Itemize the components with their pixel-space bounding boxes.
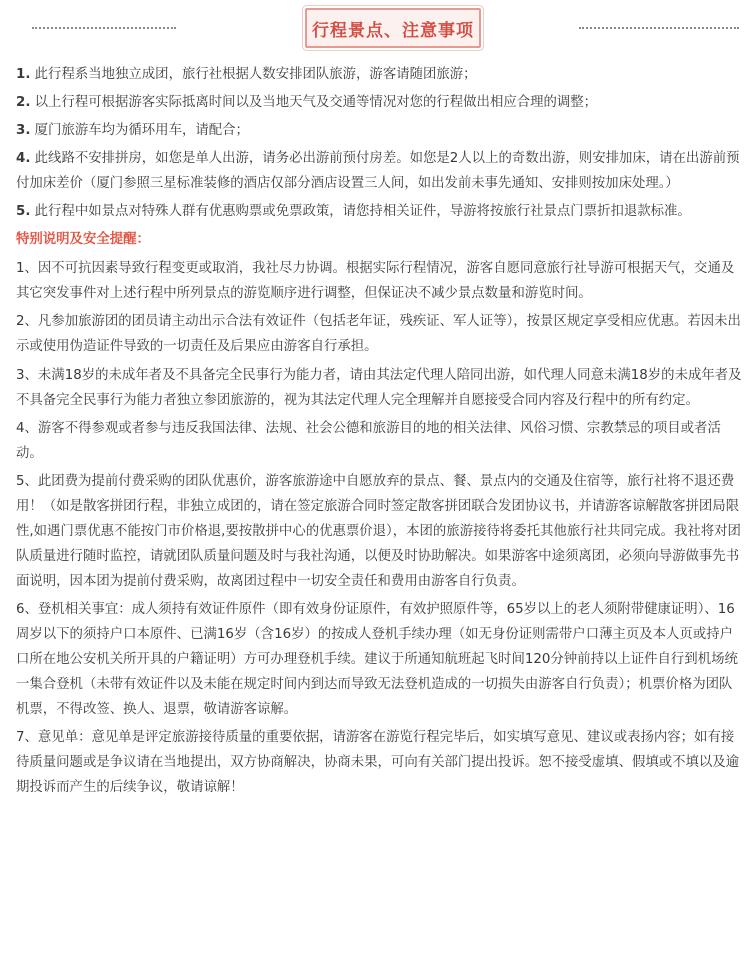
- note-item-2: [16, 90, 743, 115]
- note-number: 4.: [16, 151, 31, 166]
- note-text: 此线路不安排拼房，如您是单人出游，请务必出游前预付房差。如您是2人以上的奇数出游，则安排加床，请在出游前预付加床差价（厦门参照三星标准装修的酒店仅部分酒店设置三人间，如出发前未事先通知、安排则按加床处理。）: [16, 151, 740, 191]
- special-item-2: 2、凡参加旅游团的团员请主动出示合法有效证件（包括老年证，残疾证、军人证等），按景区规定享受相应优惠。若因未出示或使用伪造证件导致的一切责任及后果应由游客自行承担。: [16, 314, 741, 354]
- note-text: 此行程中如景点对特殊人群有优惠购票或免票政策，请您持相关证件，导游将按旅行社景点门票折扣退款标准。: [30, 204, 691, 219]
- dotted-rule-left: [32, 27, 176, 29]
- note-number: 2.: [16, 95, 31, 110]
- note-item-5: [16, 199, 743, 224]
- section-title: 行程景点、注意事项: [312, 20, 474, 41]
- title-box: [305, 8, 481, 48]
- special-item-5: 5、此团费为提前付费采购的团队优惠价，游客旅游途中自愿放弃的景点、餐、景点内的交通及住宿等，旅行社将不退还费用！（如是散客拼团行程，非独立成团的，请在签定旅游合同时签定散客拼团联合发团协议书，并请游客谅解散客拼团局限性,如遇门票优惠不能按门市价格退,要按散拼中心的优惠票价退），本团的旅游接待将委托其他旅行社共同完成。我社将对团队质量进行随时监控，请就团队质量问题及时与我社沟通，以便及时协助解决。如果游客中途须离团，必须向导游做事先书面说明，因本团为提前付费采购，故离团过程中一切安全责任和费用由游客自行负责。: [16, 474, 741, 589]
- note-number: 1.: [16, 67, 31, 82]
- note-item-3: [16, 118, 743, 143]
- special-item-7: 7、意见单：意见单是评定旅游接待质量的重要依据，请游客在游览行程完毕后，如实填写意见、建议或表扬内容；如有接待质量问题或是争议请在当地提出，双方协商解决，协商未果，可向有关部门提出投诉。恕不接受虚填、假填或不填以及逾期投诉而产生的后续争议，敬请谅解！: [16, 730, 740, 795]
- note-item-1: [16, 62, 743, 87]
- notes-content: [16, 62, 743, 800]
- section-header: [16, 0, 743, 62]
- note-text: 以上行程可根据游客实际抵离时间以及当地天气及交通等情况对您的行程做出相应合理的调整；: [30, 95, 598, 110]
- special-item-6: 6、登机相关事宜：成人须持有效证件原件（即有效身份证原件，有效护照原件等，65岁以上的老人须附带健康证明）、16周岁以下的须持户口本原件、已满16岁（含16岁）的按成人登机手续办理（如无身份证则需带户口薄主页及本人页或持户口所在地公安机关所开具的户籍证明）方可办理登机手续。建议于所通知航班起飞时间120分钟前持以上证件自行到机场统一集合登机（未带有效证件以及未能在规定时间内到达而导致无法登机造成的一切损失由游客自行负责）；机票价格为团队机票，不得改签、换人、退票，敬请游客谅解。: [16, 602, 738, 717]
- note-text: 厦门旅游车均为循环用车，请配合；: [30, 123, 249, 138]
- note-number: 5.: [16, 204, 31, 219]
- special-item-3: 3、未满18岁的未成年者及不具备完全民事行为能力者，请由其法定代理人陪同出游，如代理人同意未满18岁的未成年者及不具备完全民事行为能力者独立参团旅游的，视为其法定代理人完全理解并自愿接受合同内容及行程中的所有约定。: [16, 368, 742, 408]
- note-item-4: [16, 146, 743, 196]
- special-item-1: 1、因不可抗因素导致行程变更或取消，我社尽力协调。根据实际行程情况，游客自愿同意旅行社导游可根据天气，交通及其它突发事件对上述行程中所列景点的游览顺序进行调整，但保证决不减少景点数量和游览时间。: [16, 261, 735, 301]
- note-number: 3.: [16, 123, 31, 138]
- special-heading: 特别说明及安全提醒：: [16, 232, 150, 247]
- dotted-rule-right: [579, 27, 739, 29]
- note-text: 此行程系当地独立成团，旅行社根据人数安排团队旅游，游客请随团旅游；: [30, 67, 477, 82]
- special-item-4: 4、游客不得参观或者参与违反我国法律、法规、社会公德和旅游目的地的相关法律、风俗习惯、宗教禁忌的项目或者活动。: [16, 421, 721, 461]
